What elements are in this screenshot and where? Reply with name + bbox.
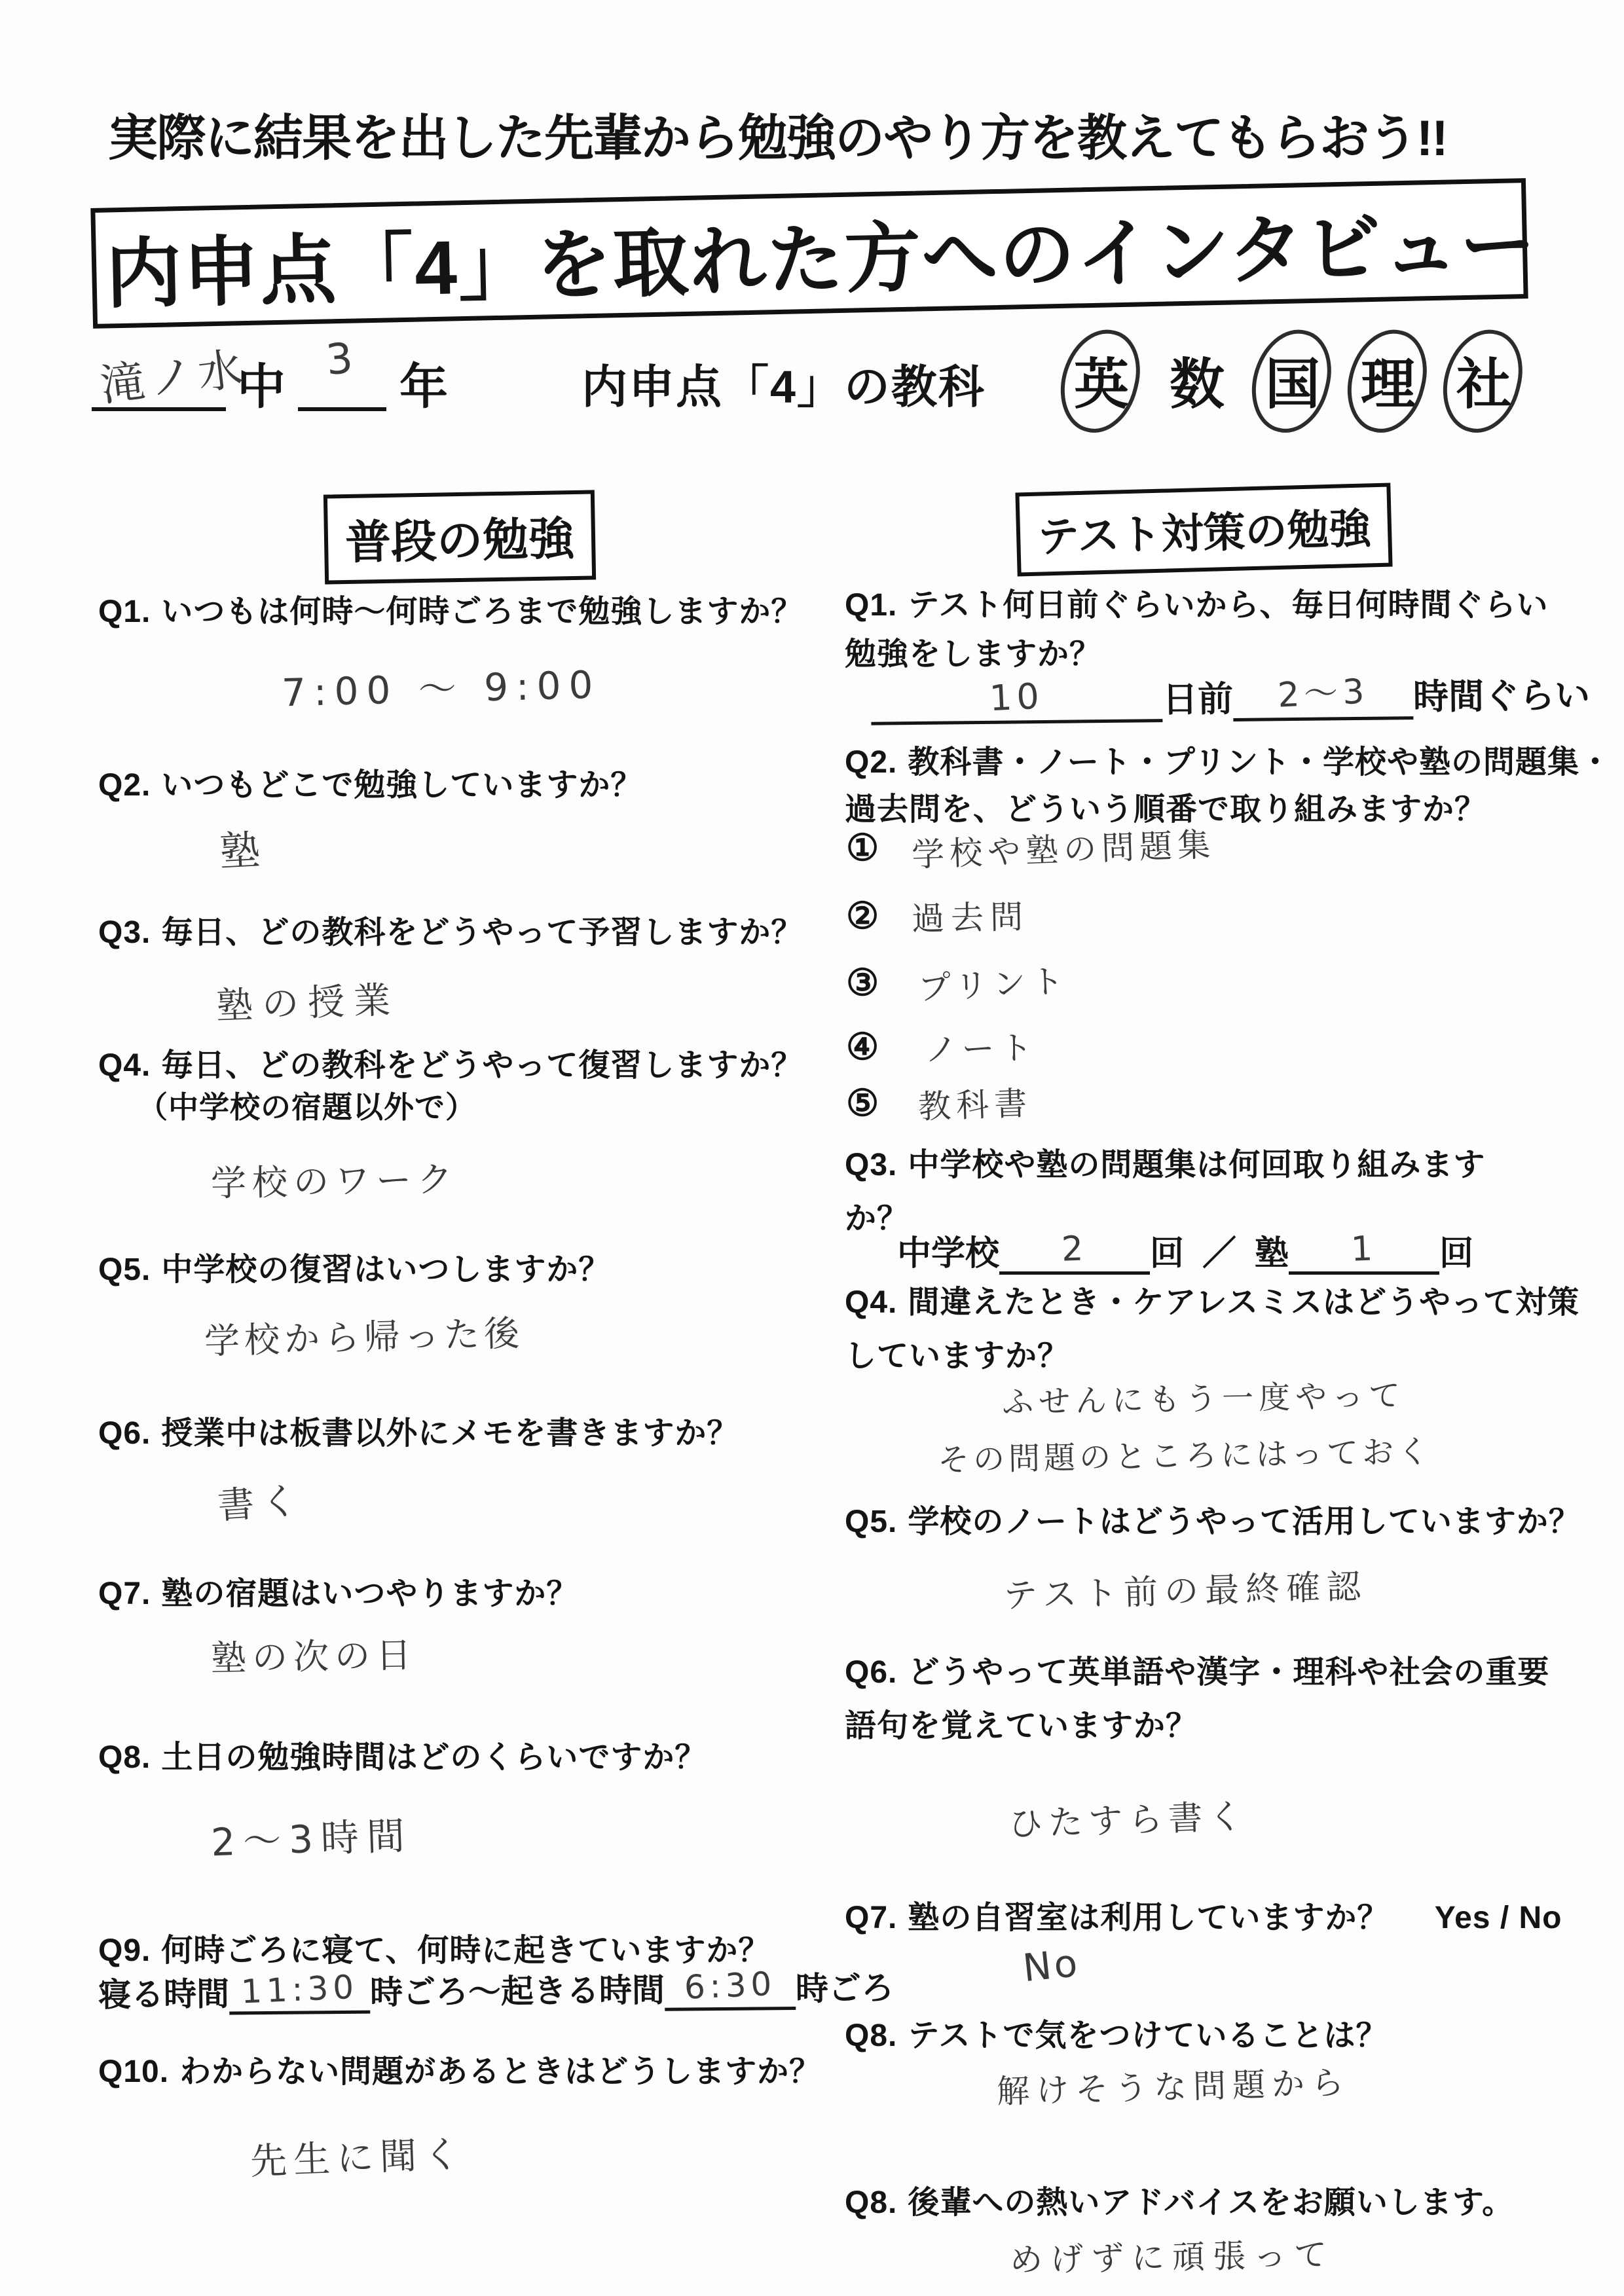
left-q3-text: 毎日、どの教科をどうやって予習しますか？ — [161, 915, 803, 950]
right-q7-label: Q7. — [845, 1901, 898, 1935]
right-q2-item1-text: 学校や塾の問題集 — [911, 825, 1217, 875]
right-q2-item5-num: ⑤ — [846, 1082, 879, 1123]
right-q1-label: Q1. — [845, 588, 898, 623]
right-q3 — [845, 1139, 1485, 1184]
right-q1-hours-blank — [1233, 667, 1414, 721]
right-q3-kai2: 回 — [1439, 1235, 1474, 1273]
left-q4 — [98, 1040, 803, 1085]
left-q8-answer: 2～3時間 — [210, 1813, 414, 1865]
subject-math: 数 — [1169, 354, 1225, 415]
left-q7-text: 塾の宿題はいつやりますか？ — [161, 1576, 579, 1611]
subject-japanese: 国 — [1260, 340, 1325, 420]
right-q2-item5-text: 教科書 — [917, 1084, 1033, 1127]
right-q1-days-label: 日前 — [1162, 679, 1234, 720]
right-q9-text: 後輩への熱いアドバイスをお願いします。 — [908, 2185, 1515, 2220]
left-q1-label: Q1. — [98, 594, 151, 629]
left-q10-label: Q10. — [98, 2054, 170, 2089]
left-q1-answer: 7:00 ～ 9:00 — [281, 662, 602, 716]
left-q7-answer: 塾の次の日 — [210, 1634, 418, 1679]
left-q4-text-line2: （中学校の宿題以外で） — [138, 1090, 476, 1124]
right-q3-juku-label: 塾 — [1255, 1235, 1289, 1273]
right-q9-answer: めげずに頑張って — [1009, 2235, 1335, 2280]
right-q3-school-label: 中学校 — [897, 1235, 1000, 1273]
left-q6-answer: 書く — [216, 1479, 306, 1528]
right-section-title-box — [1015, 483, 1393, 577]
left-q10 — [98, 2046, 821, 2091]
left-q5 — [98, 1244, 610, 1289]
right-q6 — [845, 1647, 1549, 1692]
grade-handwritten: 3 — [323, 334, 360, 385]
subject-science: 理 — [1356, 340, 1421, 420]
left-q3 — [98, 907, 803, 952]
left-q1 — [98, 586, 803, 631]
subjects-label: 内申点「4」の教科 — [581, 361, 986, 412]
right-q3-school-value: 2 — [1060, 1229, 1089, 1269]
right-q4-answer1: ふせんにもう一度やって — [1001, 1377, 1406, 1421]
school-suffix: 中 — [237, 359, 286, 414]
subject-social: 社 — [1451, 340, 1517, 420]
right-q1-fill-row — [871, 665, 1591, 725]
left-q9 — [98, 1925, 770, 1970]
left-q9-sleep-value: 11:30 — [240, 1967, 360, 2011]
right-q2-item4-num: ④ — [846, 1026, 879, 1067]
right-q1-text2: 勉強をしますか？ — [845, 637, 1102, 672]
left-q2-label: Q2. — [98, 768, 151, 803]
right-q2-item2-num: ② — [846, 895, 879, 936]
left-q6-text: 授業中は板書以外にメモを書きますか？ — [161, 1416, 739, 1451]
right-q5-text: 学校のノートはどうやって活用していますか？ — [908, 1504, 1581, 1539]
left-q8-label: Q8. — [98, 1740, 151, 1775]
right-q8-text: テストで気をつけていることは？ — [908, 2018, 1388, 2053]
subject-english: 英 — [1069, 340, 1134, 420]
left-q9-sleep-label: 寝る時間 — [98, 1975, 230, 2014]
right-q2-text1: 教科書・ノート・プリント・学校や塾の問題集・ — [908, 745, 1612, 780]
left-q1-text: いつもは何時～何時ごろまで勉強しますか？ — [161, 594, 803, 629]
left-q4-label: Q4. — [98, 1048, 151, 1083]
left-q9-wake-value: 6:30 — [683, 1964, 777, 2007]
right-q6-label: Q6. — [845, 1655, 898, 1690]
right-q8-answer: 解けそうな問題から — [996, 2063, 1351, 2111]
left-q2-answer: 塾 — [218, 826, 267, 876]
left-q2-text: いつもどこで勉強していますか？ — [161, 768, 643, 803]
right-q7-yesno: Yes / No — [1434, 1901, 1562, 1935]
right-q3-juku-blank — [1289, 1229, 1439, 1275]
right-q5-label: Q5. — [845, 1504, 898, 1539]
right-q9 — [845, 2177, 1514, 2222]
right-q4 — [845, 1277, 1579, 1322]
school-name-underline — [92, 368, 226, 411]
right-q5-answer: テスト前の最終確認 — [1003, 1567, 1368, 1616]
right-q2-item4-text: ノート — [924, 1029, 1039, 1069]
left-q8 — [98, 1732, 707, 1777]
left-q5-text: 中学校の復習はいつしますか？ — [161, 1252, 611, 1287]
right-q7-text: 塾の自習室は利用していますか？ — [908, 1901, 1390, 1935]
left-q9-label: Q9. — [98, 1933, 151, 1968]
right-q2-item3-text: プリント — [917, 962, 1070, 1008]
right-q8 — [845, 2010, 1388, 2055]
left-q7-label: Q7. — [98, 1576, 151, 1611]
page-title: 内申点「4」を取れた方へのインタビュー — [105, 202, 1538, 317]
left-section-title: 普段の勉強 — [344, 513, 575, 569]
page-title-box — [90, 178, 1538, 329]
right-q3-kai1: 回 — [1150, 1235, 1185, 1273]
left-q5-label: Q5. — [98, 1252, 151, 1287]
left-q10-text: わからない問題があるときはどうしますか？ — [179, 2054, 822, 2089]
right-q4-answer2: その問題のところにはっておく — [937, 1433, 1433, 1479]
page-tagline: 実際に結果を出した先輩から勉強のやり方を教えてもらおう!! — [108, 111, 1447, 166]
right-q6-text2: 語句を覚えていますか？ — [845, 1709, 1198, 1743]
left-q6 — [98, 1408, 739, 1453]
right-q7 — [845, 1892, 1562, 1937]
school-name-handwritten: 滝ノ水 — [97, 342, 250, 412]
right-q2-item3-num: ③ — [846, 962, 879, 1003]
left-q9-sleep-blank — [229, 1967, 371, 2015]
left-q10-answer: 先生に聞く — [249, 2133, 468, 2183]
right-q3-label: Q3. — [845, 1148, 898, 1182]
subjects-row — [1069, 340, 1517, 420]
left-q9-fill-row — [98, 1962, 895, 2016]
left-q9-mid-label: 時ごろ～起きる時間 — [369, 1971, 665, 2011]
right-q1-days-blank — [871, 675, 1163, 725]
left-q7 — [98, 1568, 578, 1613]
right-q4-text1: 間違えたとき・ケアレスミスはどうやって対策 — [908, 1285, 1580, 1320]
left-q4-text: 毎日、どの教科をどうやって復習しますか？ — [161, 1048, 803, 1083]
right-q1-hours-value: 2～3 — [1276, 672, 1370, 716]
right-q4-text2: していますか？ — [845, 1339, 1070, 1374]
right-q7-answer: No — [1020, 1940, 1082, 1991]
left-q9-wake-blank — [665, 1964, 796, 2011]
right-q3-text1: 中学校や塾の問題集は何回取り組みます — [908, 1148, 1486, 1182]
left-q3-label: Q3. — [98, 915, 151, 950]
left-q9-end-label: 時ごろ — [795, 1969, 895, 2008]
left-q4-answer: 学校のワーク — [210, 1158, 459, 1205]
left-q2 — [98, 759, 642, 805]
right-section-title: テスト対策の勉強 — [1037, 505, 1372, 561]
left-q6-label: Q6. — [98, 1416, 151, 1451]
right-q1-text1: テスト何日前ぐらいから、毎日何時間ぐらい — [908, 588, 1549, 623]
right-q3-school-blank — [999, 1229, 1150, 1275]
right-q6-answer: ひたすら書く — [1008, 1796, 1249, 1845]
right-q4-label: Q4. — [845, 1285, 898, 1320]
left-q8-text: 土日の勉強時間はどのくらいですか？ — [161, 1740, 707, 1775]
left-q5-answer: 学校から帰った後 — [204, 1312, 525, 1362]
left-q3-answer: 塾の授業 — [215, 979, 401, 1028]
right-q1-hours-label: 時間ぐらい — [1412, 676, 1591, 718]
right-q2-item1-num: ① — [846, 827, 879, 868]
right-q2 — [845, 737, 1612, 782]
right-q3-text2: か？ — [845, 1201, 910, 1236]
right-q6-text1: どうやって英単語や漢字・理科や社会の重要 — [908, 1655, 1550, 1690]
right-q2-label: Q2. — [845, 745, 898, 780]
right-q3-fill-row — [897, 1226, 1473, 1275]
right-q2-item2-text: 過去問 — [911, 898, 1030, 938]
left-section-title-box — [323, 490, 596, 584]
right-q3-juku-value: 1 — [1350, 1229, 1378, 1269]
right-q1-days-value: 10 — [988, 675, 1045, 720]
right-q5 — [845, 1496, 1581, 1541]
right-q3-slash: ／ — [1202, 1235, 1237, 1273]
left-q9-text: 何時ごろに寝て、何時に起きていますか？ — [161, 1933, 771, 1968]
right-q2-text2: 過去問を、どういう順番で取り組みますか？ — [845, 792, 1487, 827]
right-q8-label: Q8. — [845, 2018, 898, 2053]
grade-suffix: 年 — [399, 359, 448, 414]
right-q9-label: Q8. — [845, 2185, 898, 2220]
right-q1 — [845, 579, 1548, 625]
grade-underline — [298, 367, 386, 411]
